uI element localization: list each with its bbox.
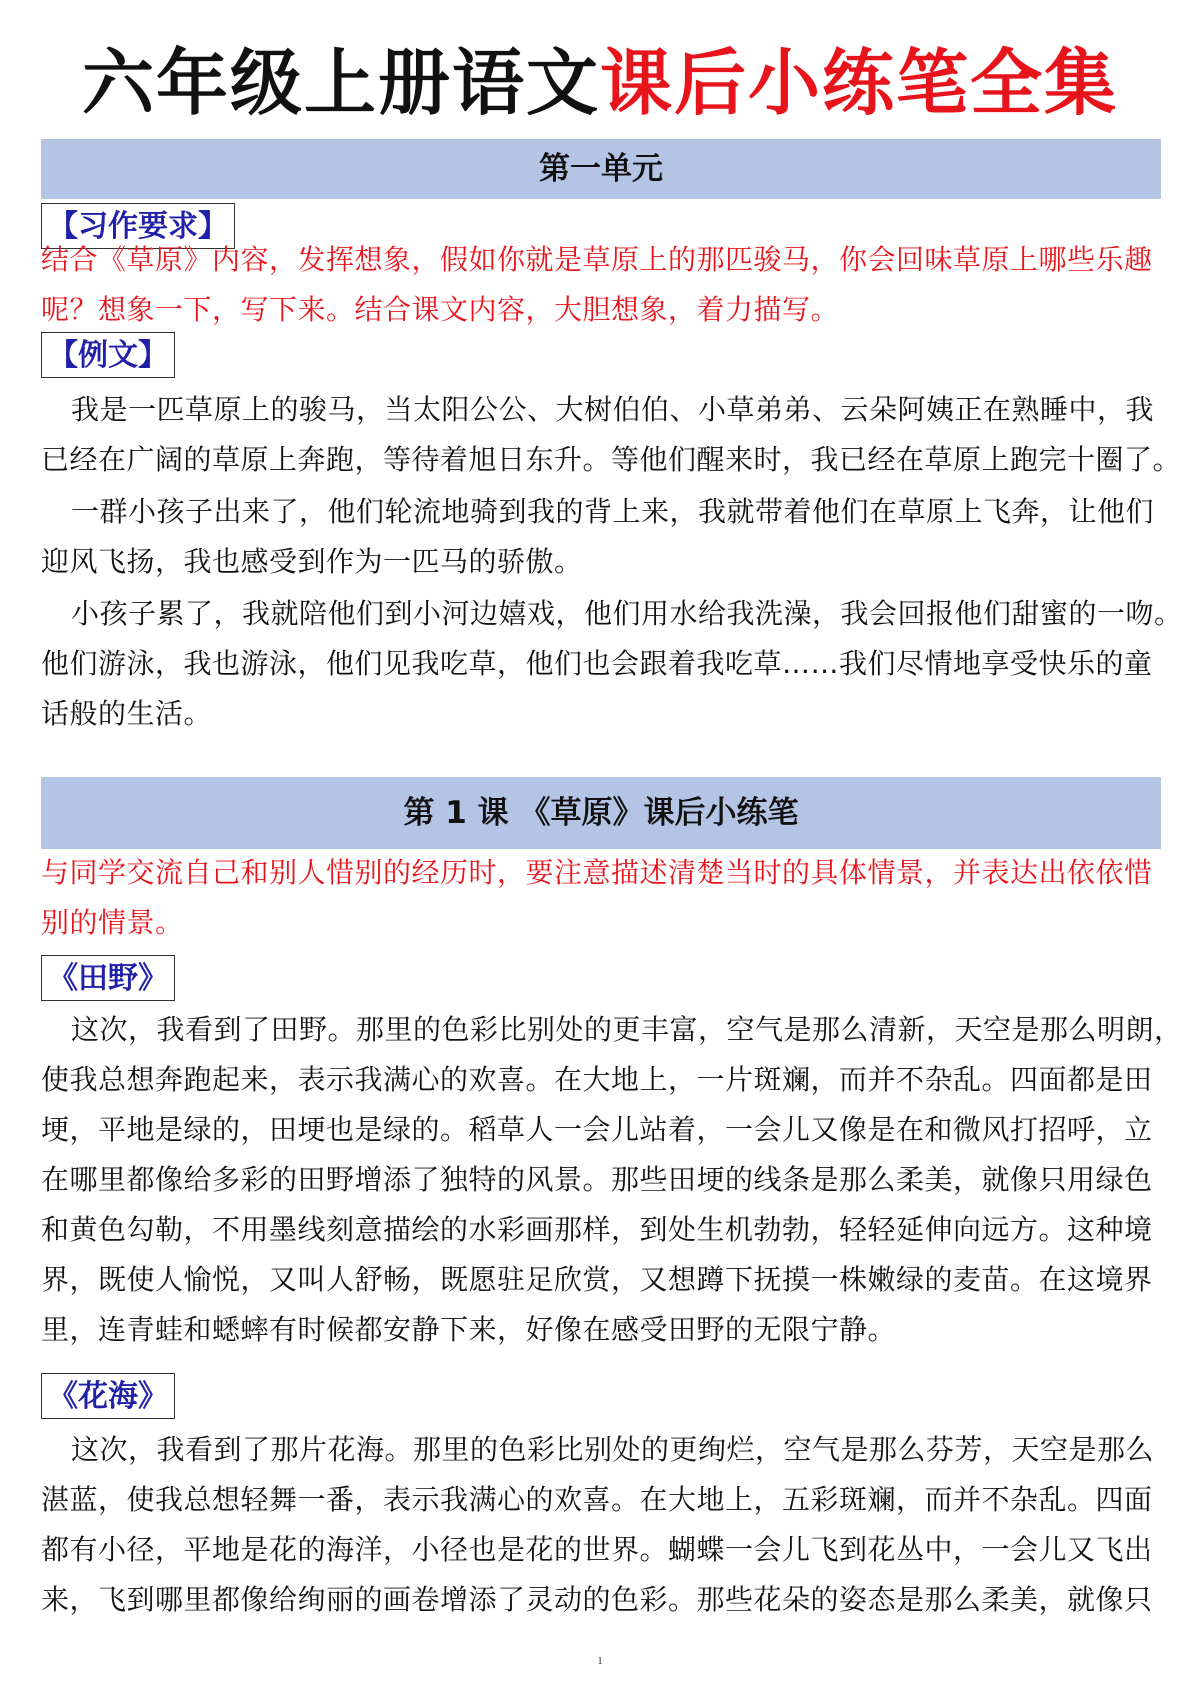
example-line: 已经在广阔的草原上奔跑，等待着旭日东升。等他们醒来时，我已经在草原上跑完十圈了。: [41, 443, 1182, 476]
essay-line: 这次，我看到了那片花海。那里的色彩比别处的更绚烂，空气是那么芬芳，天空是那么: [71, 1433, 1155, 1466]
requirement-tag: 【习作要求】: [41, 203, 235, 249]
essay-title-tianye: 《田野》: [41, 955, 175, 1001]
essay-title-huahai: 《花海》: [41, 1373, 175, 1419]
requirement-line: 结合《草原》内容，发挥想象，假如你就是草原上的那匹骏马，你会回味草原上哪些乐趣: [41, 243, 1153, 276]
example-line: 话般的生活。: [41, 697, 213, 730]
example-paragraph-1: [41, 385, 1182, 485]
essay-tianye: [41, 1005, 1183, 1355]
example-line: 一群小孩子出来了，他们轮流地骑到我的背上来，我就带着他们在草原上飞奔，让他们: [71, 495, 1155, 528]
example-line: 迎风飞扬，我也感受到作为一匹马的骄傲。: [41, 545, 583, 578]
requirement-line: 呢？想象一下，写下来。结合课文内容，大胆想象，着力描写。: [41, 293, 840, 326]
instruction-line: 与同学交流自己和别人惜别的经历时，要注意描述清楚当时的具体情景，并表达出依依惜: [41, 856, 1153, 889]
instruction-line: 别的情景。: [41, 906, 184, 939]
example-paragraph-3: [41, 589, 1183, 739]
essay-line: 界，既使人愉悦，又叫人舒畅，既愿驻足欣赏，又想蹲下抚摸一株嫩绿的麦苗。在这境界: [41, 1263, 1153, 1296]
requirement-text: [41, 235, 1163, 335]
essay-line: 这次，我看到了田野。那里的色彩比别处的更丰富，空气是那么清新，天空是那么明朗，: [71, 1013, 1183, 1046]
example-line: 我是一匹草原上的骏马，当太阳公公、大树伯伯、小草弟弟、云朵阿姨正在熟睡中，我: [71, 393, 1155, 426]
essay-line: 埂，平地是绿的，田埂也是绿的。稻草人一会儿站着，一会儿又像是在和微风打招呼，立: [41, 1113, 1153, 1146]
example-line: 他们游泳，我也游泳，他们见我吃草，他们也会跟着我吃草……我们尽情地享受快乐的童: [41, 647, 1153, 680]
title-black-part: 六年级上册语文: [81, 41, 600, 125]
essay-line: 里，连青蛙和蟋蟀有时候都安静下来，好像在感受田野的无限宁静。: [41, 1313, 897, 1346]
example-line: 小孩子累了，我就陪他们到小河边嬉戏，他们用水给我洗澡，我会回报他们甜蜜的一吻。: [71, 597, 1183, 630]
essay-line: 湛蓝，使我总想轻舞一番，表示我满心的欢喜。在大地上，五彩斑斓，而并不杂乱。四面: [41, 1483, 1153, 1516]
title-red-part: 课后小练笔全集: [600, 41, 1119, 125]
essay-line: 和黄色勾勒，不用墨线刻意描绘的水彩画那样，到处生机勃勃，轻轻延伸向远方。这种境: [41, 1213, 1153, 1246]
essay-line: 都有小径，平地是花的海洋，小径也是花的世界。蝴蝶一会儿飞到花丛中，一会儿又飞出: [41, 1533, 1153, 1566]
unit-heading: 第一单元: [41, 139, 1161, 199]
example-tag: 【例文】: [41, 332, 175, 378]
essay-line: 使我总想奔跑起来，表示我满心的欢喜。在大地上，一片斑斓，而并不杂乱。四面都是田: [41, 1063, 1153, 1096]
page-number: 1: [597, 1655, 603, 1667]
essay-line: 来，飞到哪里都像给绚丽的画卷增添了灵动的色彩。那些花朵的姿态是那么柔美，就像只: [41, 1583, 1153, 1616]
example-paragraph-2: [41, 487, 1163, 587]
document-title: [0, 34, 1200, 132]
lesson-instruction: [41, 848, 1163, 948]
lesson-heading: 第 1 课 《草原》课后小练笔: [41, 777, 1161, 849]
essay-huahai: [41, 1425, 1163, 1625]
essay-line: 在哪里都像给多彩的田野增添了独特的风景。那些田埂的线条是那么柔美，就像只用绿色: [41, 1163, 1153, 1196]
